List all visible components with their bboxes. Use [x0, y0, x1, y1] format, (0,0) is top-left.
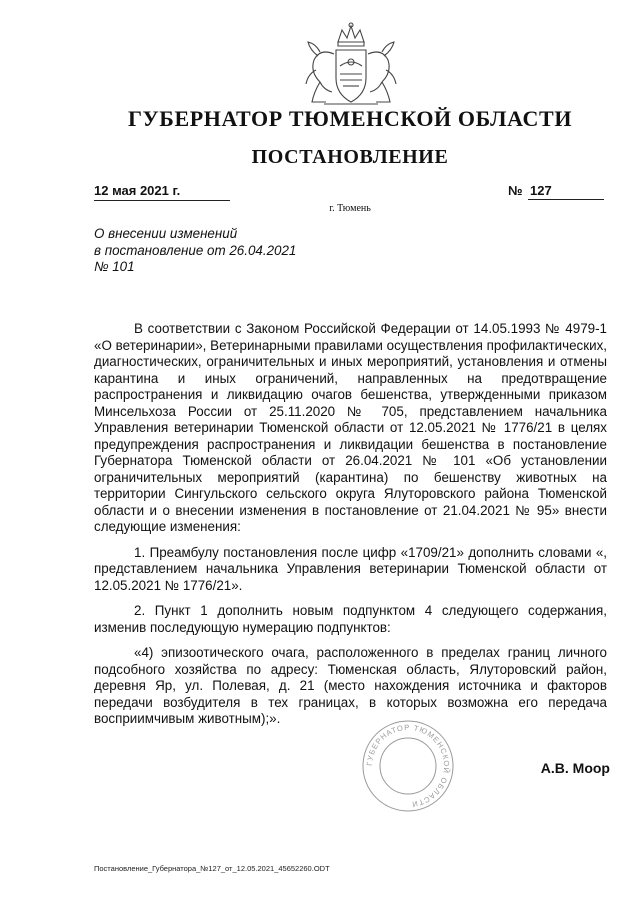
footer-filename: Постановление_Губернатора_№127_от_12.05.2021_45652260.ODT: [94, 864, 330, 873]
document-type-title: ПОСТАНОВЛЕНИЕ: [251, 146, 449, 168]
item-1-paragraph: 1. Преамбулу постановления после цифр «1709/21» дополнить словами «, представлением начальника Управления ветеринарии Тюменской области от 12.05.2021 № 1776/21».: [94, 544, 607, 593]
subject-line: в постановление от 26.04.2021: [94, 242, 297, 258]
document-body: [94, 321, 607, 728]
svg-text:ГУБЕРНАТОР ТЮМЕНСКОЙ ОБЛАСТИ: ГУБЕРНАТОР ТЮМЕНСКОЙ ОБЛАСТИ: [364, 722, 452, 809]
official-seal-icon: [360, 718, 456, 814]
item-2-paragraph: 2. Пункт 1 дополнить новым подпунктом 4 следующего содержания, изменив последующую нумерацию подпунктов:: [94, 603, 607, 635]
subject-line: О внесении изменений: [94, 226, 238, 241]
document-subject: [94, 226, 334, 276]
number-sign: №: [508, 183, 523, 198]
document-number: [508, 183, 604, 200]
signer-name: А.В. Моор: [540, 760, 610, 776]
subject-line: № 101: [94, 259, 135, 274]
city-label: г. Тюмень: [329, 203, 371, 214]
document-date: 12 мая 2021 г.: [94, 183, 230, 201]
item-2-quote-paragraph: «4) эпизоотического очага, расположенного в пределах границ личного подсобного хозяйства по адресу: Тюменская область, Ялуторовский район, деревня Яр, ул. Полевая, д. 21 (место нахождения источника и факторов передачи возбудителя в тех границах, в которых возможна его передача восприимчивым животным);».: [94, 645, 607, 726]
authority-title: ГУБЕРНАТОР ТЮМЕНСКОЙ ОБЛАСТИ: [127, 106, 573, 131]
preamble-paragraph: В соответствии с Законом Российской Федерации от 14.05.1993 № 4979-1 «О ветеринарии», Ветеринарными правилами осуществления профилактических, диагностических, ограничительных и иных мероприятий, установления и отмены карантина и иных ограничений, направленных на предотвращение распространения и ликвидацию очагов бешенства, утвержденными приказом Минсельхоза России от 25.11.2020 № 705, представлением начальника Управления ветеринарии Тюменской области от 12.05.2021 № 1776/21 в целях предупреждения распространения и ликвидации бешенства в постановление Губернатора Тюменской области от 26.04.2021 № 101 «Об установлении ограничительных мероприятий (карантина) по бешенству животных на территории Сингульского сельского округа Ялуторовского района Тюменской области и о внесении изменения в постановление от 21.04.2021 № 95» внести следующие изменения:: [94, 321, 607, 534]
coat-of-arms-icon: [298, 20, 404, 110]
number-value: 127: [528, 183, 604, 200]
